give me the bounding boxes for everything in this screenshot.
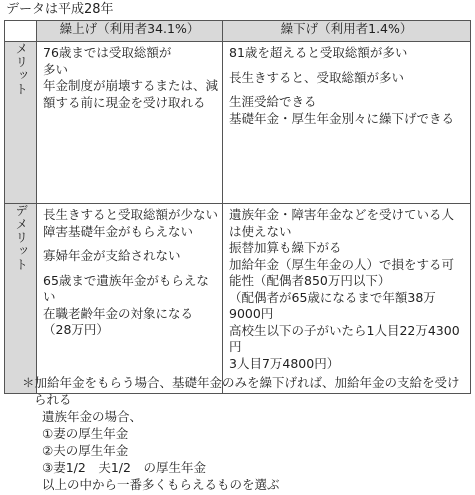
demerit-row-label	[5, 204, 37, 394]
footnote-line: 遺族年金の場合、	[42, 409, 143, 424]
comparison-table	[4, 20, 471, 394]
demerit-deferred-text: 3人目7万4800円）	[229, 355, 340, 371]
demerit-early-text: 寡婦年金が支給されない	[43, 248, 181, 263]
footnote-line: ②夫の厚生年金	[42, 443, 129, 458]
merit-label: メリット	[13, 42, 29, 96]
footnote-spousal-allowance: ＊加給年金をもらう場合、基礎年金のみを繰下げれば、加給年金の支給を受けられる	[22, 375, 460, 407]
demerit-deferred-cell	[223, 204, 471, 394]
merit-row-label	[5, 42, 37, 204]
demerit-label: デメリット	[13, 204, 29, 272]
demerit-deferred-text: 高校生以下の子がいたら1人目22万4300円	[229, 322, 460, 354]
data-year-caption: データは平成28年	[6, 2, 114, 17]
header-early: 繰上げ（利用者34.1%）	[37, 21, 223, 42]
merit-deferred-text: 81歳を超えると受取総額が多い	[229, 45, 408, 60]
demerit-early-text: 障害基礎年金がもらえない	[43, 223, 194, 239]
footnote-line: 以上の中から一番多くもらえるものを選ぶ	[42, 477, 280, 492]
merit-row	[5, 42, 471, 204]
demerit-row	[5, 204, 471, 394]
footnotes	[22, 374, 470, 493]
merit-early-text: 76歳までは受取総額が	[43, 45, 172, 60]
demerit-early-cell	[37, 204, 223, 394]
demerit-early-text: 在職老齢年金の対象になる（28万円）	[43, 305, 194, 337]
demerit-deferred-text: 振替加算も繰下がる	[229, 240, 342, 255]
merit-early-cell	[37, 42, 223, 204]
header-deferred: 繰下げ（利用者1.4%）	[223, 21, 471, 42]
demerit-deferred-text: 遺族年金・障害年金などを受けている人は使えない	[229, 207, 455, 239]
merit-early-text: 多い	[43, 61, 69, 77]
footnote-line: ①妻の厚生年金	[42, 426, 129, 441]
merit-deferred-text: 生涯受給できる	[229, 94, 317, 109]
merit-early-group-2	[43, 78, 218, 111]
demerit-deferred-text: （配偶者が65歳になるまで年額38万9000円	[229, 289, 436, 321]
merit-deferred-text: 基礎年金・厚生年金別々に繰下げできる	[229, 110, 455, 126]
demerit-early-text: 長生きすると受取総額が少ない	[43, 207, 219, 222]
merit-deferred-text: 長生きすると、受取総額が多い	[229, 69, 405, 85]
demerit-early-text: 65歳まで遺族年金がもらえない	[43, 272, 209, 304]
merit-early-group-1	[43, 45, 218, 78]
footnote-line: ③妻1/2 夫1/2 の厚生年金	[42, 460, 206, 475]
merit-early-text: 年金制度が崩壊するまたは、減額する前に現金を受け取れる	[43, 78, 219, 110]
table-header-row	[5, 21, 471, 42]
merit-deferred-cell	[223, 42, 471, 204]
demerit-deferred-text: 加給年金（厚生年金の人）で損をする可能性（配偶者850万円以下）	[229, 256, 455, 288]
header-corner-cell	[5, 21, 37, 42]
